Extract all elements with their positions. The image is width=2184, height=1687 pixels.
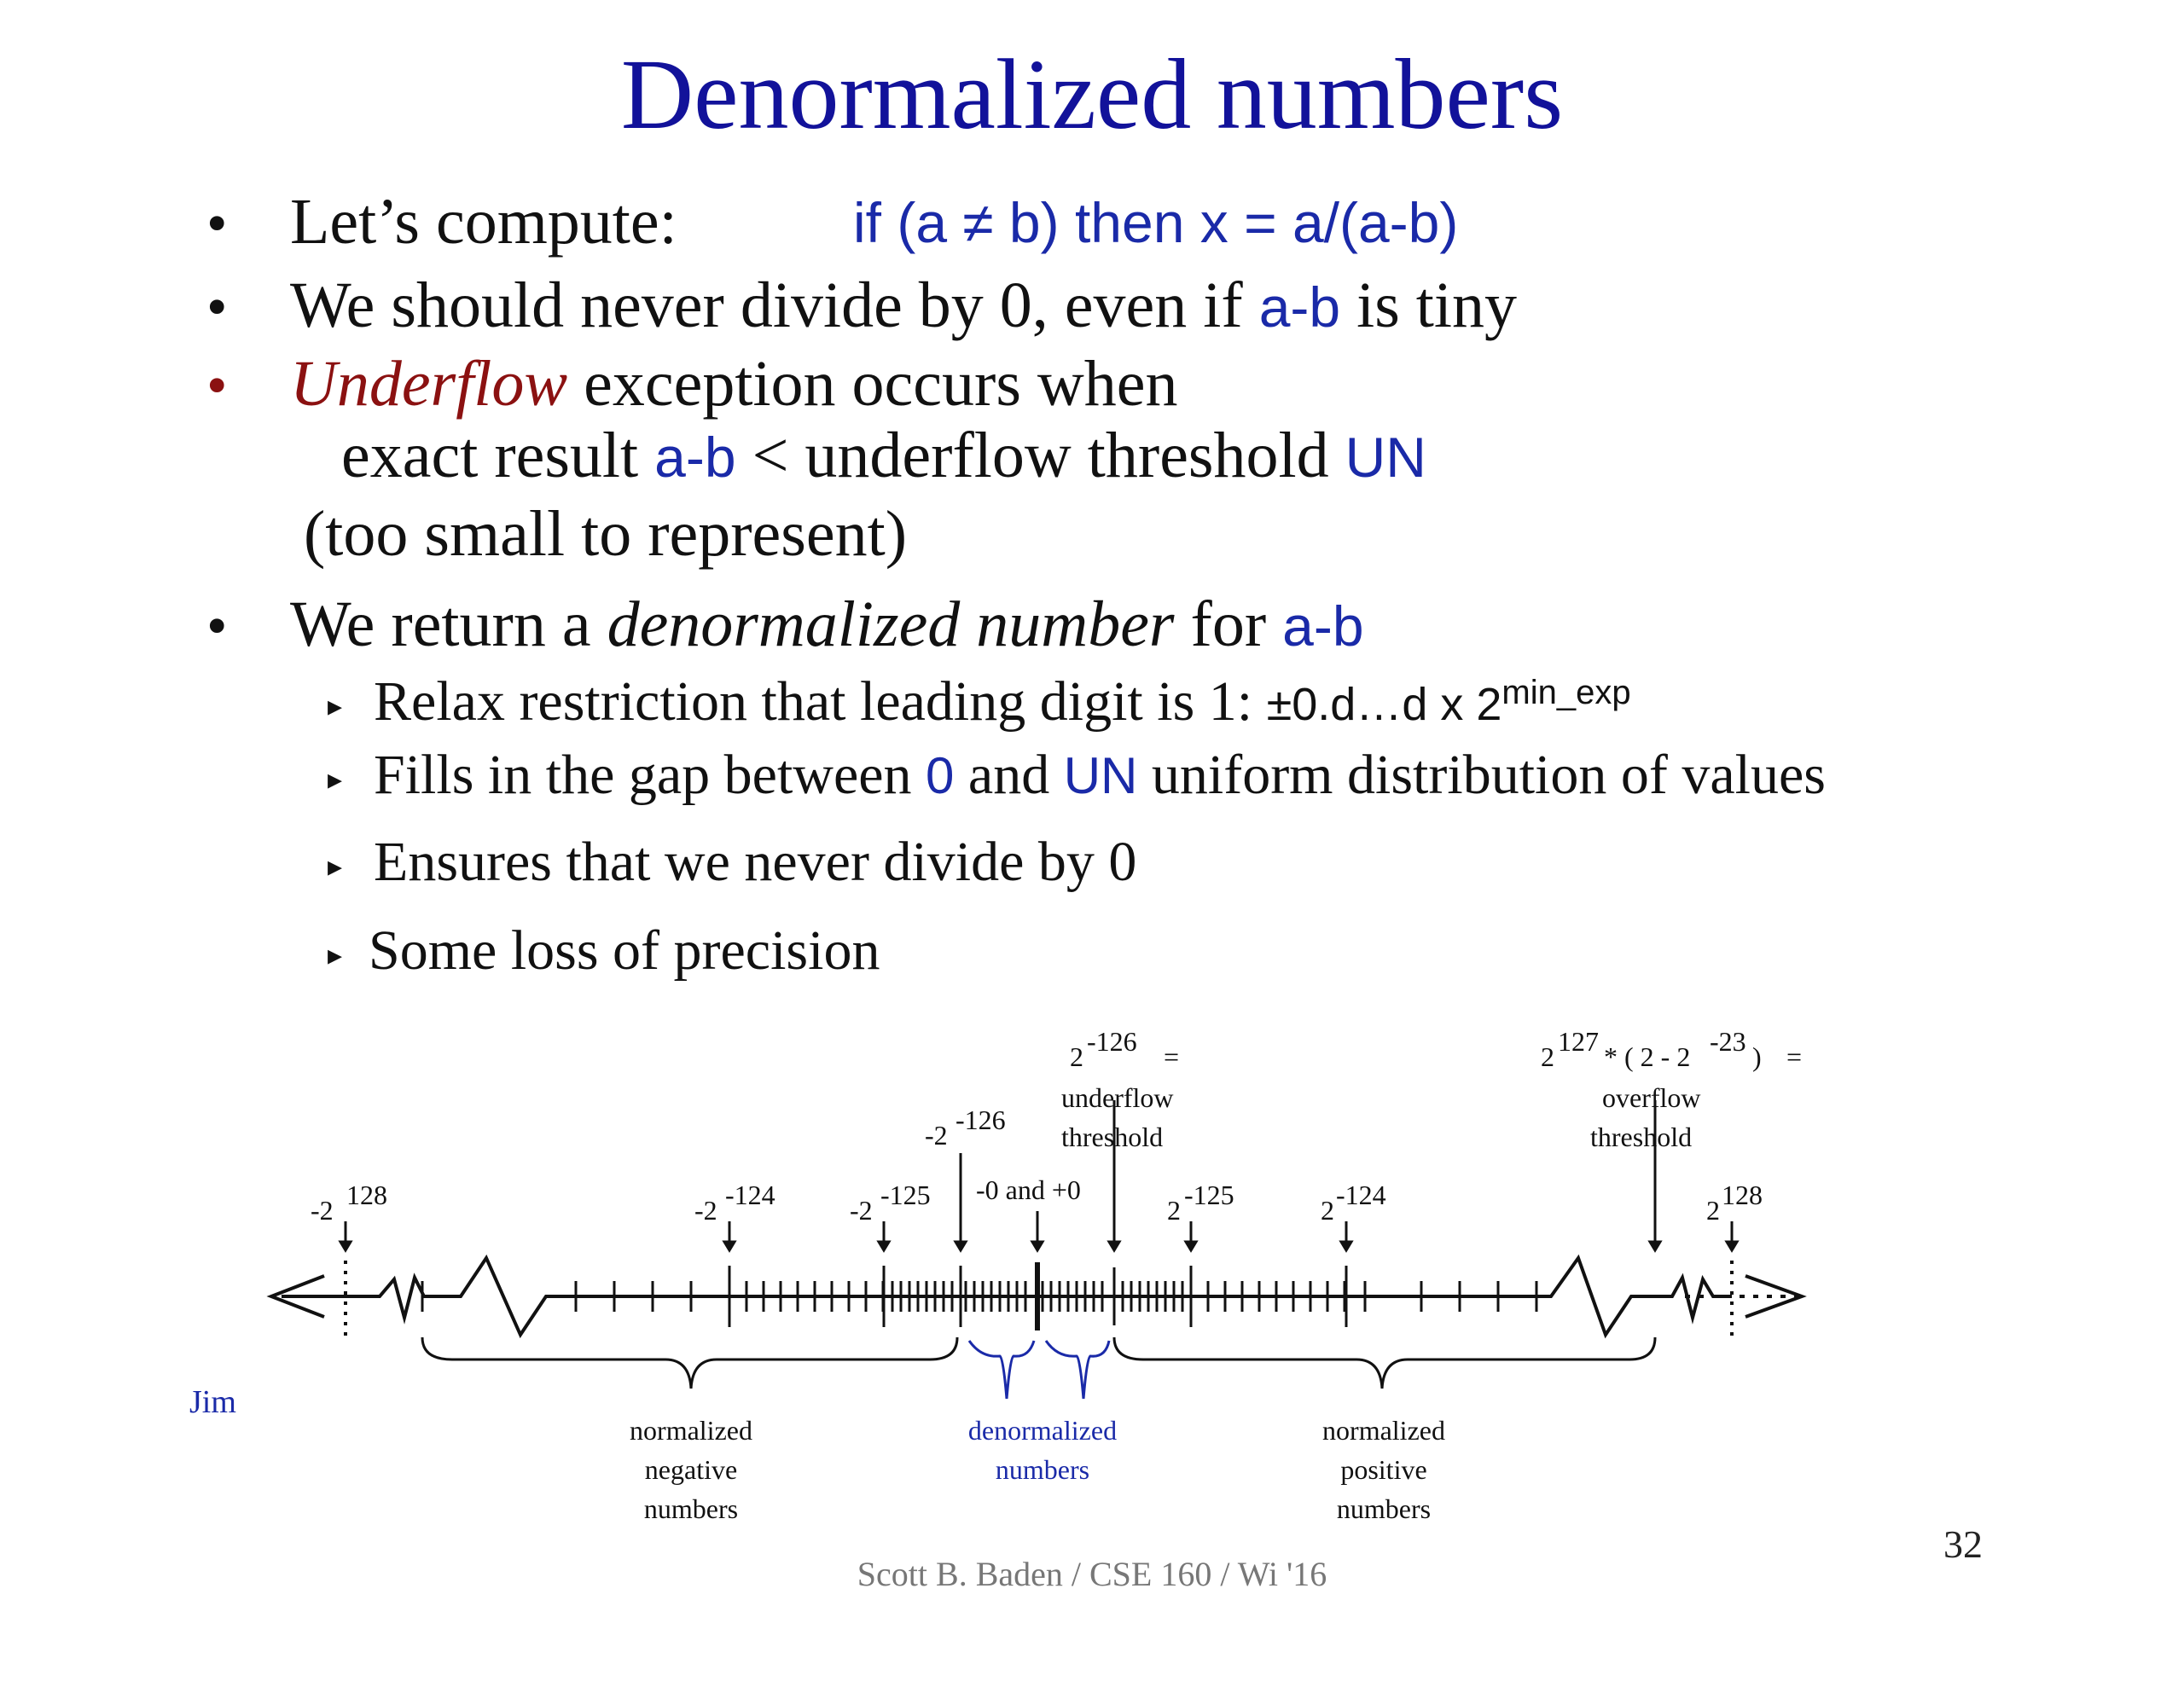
overflow-mul: * ( 2 - 2 [1604, 1041, 1691, 1072]
page-number: 32 [1943, 1522, 1983, 1566]
bullet-3-emphasis: Underflow [290, 348, 568, 420]
bullet-1-text: Let’s compute: [290, 186, 677, 258]
label-neg-2-128-base: -2 [311, 1195, 334, 1226]
overflow-line2: threshold [1590, 1122, 1693, 1152]
region-labels [630, 1415, 1445, 1524]
sub-bullet-2-un: UN [1063, 747, 1138, 804]
overflow-exp2: -23 [1710, 1026, 1746, 1057]
region-pos-2: positive [1340, 1454, 1427, 1485]
label-neg-2-125-base: -2 [850, 1195, 873, 1226]
label-neg-2-124-base: -2 [694, 1195, 717, 1226]
bullet-1-code: if (a ≠ b) then x = a/(a-b) [853, 191, 1459, 254]
number-line-axis [282, 1258, 1732, 1335]
label-pos-2-128-exp: 128 [1722, 1180, 1763, 1210]
bullet-4-code: a-b [1282, 594, 1364, 658]
bullet-4-emphasis: denormalized number [607, 588, 1175, 660]
sub-bullet-2-post: uniform distribution of values [1151, 744, 1826, 806]
bullet-2-text: We should never divide by 0, even if [290, 270, 1243, 341]
bullet-2-post: is tiny [1356, 270, 1518, 341]
bullet-3-text: exception occurs when [584, 348, 1178, 420]
label-pos-2-124-exp: -124 [1336, 1180, 1386, 1210]
label-pos-2-124-base: 2 [1321, 1195, 1334, 1226]
underflow-base: 2 [1070, 1041, 1083, 1072]
sub-bullet-3: Ensures that we never divide by 0 [374, 831, 1137, 893]
tick-labels [311, 1026, 1802, 1226]
sub-bullet-2-pre: Fills in the gap between [374, 744, 912, 806]
label-zero: -0 and +0 [976, 1174, 1081, 1205]
region-neg-3: numbers [643, 1493, 739, 1524]
brace-positive [1114, 1337, 1655, 1388]
label-pos-2-128-base: 2 [1706, 1195, 1720, 1226]
underflow-exp: -126 [1087, 1026, 1137, 1057]
region-denorm-1: denormalized [967, 1415, 1118, 1446]
sub-bullet-2-mid: and [967, 744, 1050, 806]
slide-title: Denormalized numbers [620, 38, 1564, 150]
bullet-3-line-3: (too small to represent) [304, 498, 908, 570]
bullet-marker: • [206, 353, 228, 419]
triangle-bullet-icon: ▸ [328, 764, 343, 796]
label-neg-2-126-base: -2 [925, 1120, 948, 1151]
sub-bullet-1-text: Relax restriction that leading digit is 1: [374, 670, 1253, 733]
bullet-3-line-2-pre: exact result [341, 420, 639, 491]
overflow-eq: = [1786, 1041, 1803, 1072]
bullet-4-mid: for [1190, 588, 1267, 660]
sub-bullet-2-zero: 0 [926, 747, 955, 804]
region-neg-2: negative [644, 1454, 738, 1485]
side-label: Jim [189, 1384, 236, 1420]
label-neg-2-124-exp: -124 [725, 1180, 775, 1210]
region-pos-1: normalized [1322, 1415, 1445, 1446]
overflow-close: ) [1752, 1041, 1762, 1072]
bullet-marker: • [206, 594, 228, 659]
label-neg-2-126-exp: -126 [956, 1104, 1006, 1135]
overflow-line1: overflow [1602, 1082, 1701, 1113]
bullet-marker: • [206, 275, 228, 340]
bullet-2-code: a-b [1258, 275, 1341, 339]
triangle-bullet-icon: ▸ [328, 940, 343, 971]
footer: Scott B. Baden / CSE 160 / Wi '16 [857, 1555, 1327, 1593]
bullet-4-pre: We return a [290, 588, 591, 660]
bullet-3-line-2-mid: < underflow threshold [752, 420, 1329, 491]
bullet-3-line-2-code: a-b [654, 426, 736, 489]
region-pos-3: numbers [1336, 1493, 1432, 1524]
label-neg-2-125-exp: -125 [880, 1180, 931, 1210]
label-pos-2-125-exp: -125 [1184, 1180, 1234, 1210]
sub-bullet-1-code: ±0.d…d x $2^{min\_exp}$ [1266, 674, 1631, 730]
underflow-eq: = [1164, 1041, 1180, 1072]
brace-negative [422, 1337, 957, 1388]
braces [422, 1337, 1655, 1388]
denorm-braces [969, 1341, 1109, 1399]
label-pos-2-125-base: 2 [1167, 1195, 1181, 1226]
label-neg-2-128-exp: 128 [346, 1180, 387, 1210]
underflow-line1: underflow [1061, 1082, 1174, 1113]
region-denorm-2: numbers [995, 1454, 1090, 1485]
triangle-bullet-icon: ▸ [328, 851, 343, 883]
triangle-bullet-icon: ▸ [328, 691, 343, 722]
bullet-marker: • [206, 191, 228, 257]
bullet-3-line-2-un: UN [1345, 426, 1426, 489]
region-neg-1: normalized [630, 1415, 752, 1446]
underflow-line2: threshold [1061, 1122, 1164, 1152]
overflow-exp1: 127 [1558, 1026, 1599, 1057]
sub-bullet-4: Some loss of precision [369, 919, 880, 982]
overflow-base: 2 [1541, 1041, 1554, 1072]
